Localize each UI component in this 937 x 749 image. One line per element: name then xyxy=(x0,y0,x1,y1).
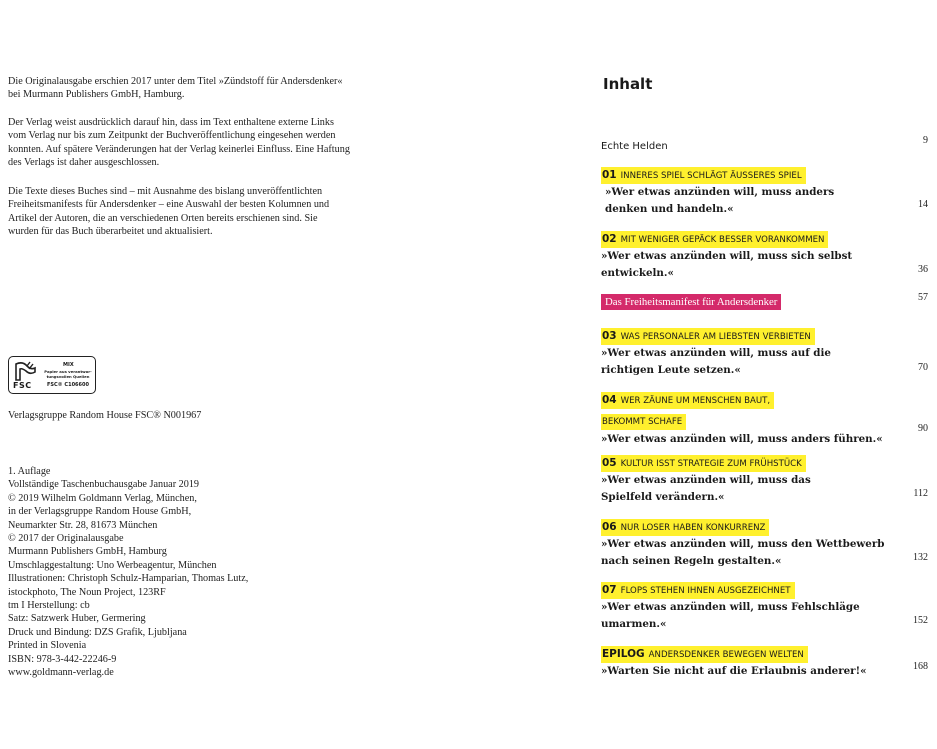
toc-page-number: 112 xyxy=(913,488,928,499)
quote-line: »Warten Sie nicht auf die Erlaubnis anderer!« xyxy=(601,665,867,677)
chapter-number: 02 xyxy=(602,233,617,245)
toc-page-number: 152 xyxy=(913,615,928,626)
quote-line: entwickeln.« xyxy=(601,267,674,279)
chapter-label xyxy=(601,455,806,472)
toc-entry-intro[interactable] xyxy=(601,134,928,153)
credit-line: istockphoto, The Noun Project, 123RF xyxy=(8,586,166,598)
chapter-title: KULTUR ISST STRATEGIE ZUM FRÜHSTÜCK xyxy=(620,459,802,469)
chapter-label-line-2 xyxy=(601,414,686,430)
chapter-title: MIT WENIGER GEPÄCK BESSER VORANKOMMEN xyxy=(620,235,825,245)
chapter-label xyxy=(601,519,769,536)
chapter-title: FLOPS STEHEN IHNEN AUSGEZEICHNET xyxy=(620,586,791,596)
quote-line: richtigen Leute setzen.« xyxy=(601,364,741,376)
fsc-tree-icon xyxy=(13,360,39,382)
chapter-number: EPILOG xyxy=(602,648,645,660)
fsc-license-line xyxy=(8,409,418,422)
chapter-number: 06 xyxy=(602,521,617,533)
quote-line: nach seinen Regeln gestalten.« xyxy=(601,555,782,567)
imprint-credits xyxy=(8,465,418,680)
text-line: Verlagsgruppe Random House FSC® N001967 xyxy=(8,410,202,421)
fsc-code: FSC® C106600 xyxy=(47,382,89,388)
chapter-quote xyxy=(601,431,928,448)
chapter-title-continued: BEKOMMT SCHAFE xyxy=(602,417,683,427)
fsc-logo xyxy=(8,356,96,394)
chapter-quote xyxy=(601,248,928,282)
chapter-quote xyxy=(601,599,928,633)
chapter-quote xyxy=(601,663,928,680)
credit-line: Printed in Slovenia xyxy=(8,640,87,652)
text-line: des Verlags ist daher ausgeschlossen. xyxy=(8,157,160,169)
chapter-label xyxy=(601,231,828,248)
text-line: Freiheitsmanifests für Andersdenker – eine Auswahl der besten Kolumnen und xyxy=(8,199,330,211)
chapter-number: 03 xyxy=(602,330,617,342)
toc-page-number: 9 xyxy=(923,135,928,146)
toc-heading: Inhalt xyxy=(603,75,653,93)
toc-entry-chapter-05[interactable] xyxy=(601,451,928,506)
text-line: Artikel der Autoren, die an verschiedenen Orten bereits erschienen sind. Sie xyxy=(8,212,318,224)
toc-page-number: 90 xyxy=(918,423,928,434)
credit-line: © 2017 der Originalausgabe xyxy=(8,533,124,545)
chapter-label xyxy=(601,328,815,345)
credit-line: Murmann Publishers GmbH, Hamburg xyxy=(8,546,167,558)
chapter-title: ANDERSDENKER BEWEGEN WELTEN xyxy=(648,650,804,660)
text-line: Der Verlag weist ausdrücklich darauf hin, dass im Text enthaltene externe Links xyxy=(8,117,334,128)
chapter-number: 04 xyxy=(602,394,617,406)
toc-page-number: 132 xyxy=(913,552,928,563)
chapter-number: 01 xyxy=(602,169,617,181)
text-line: bei Murmann Publishers GmbH, Hamburg. xyxy=(8,89,185,101)
credit-line: Vollständige Taschenbuchausgabe Januar 2019 xyxy=(8,479,200,491)
toc-entry-epilog[interactable] xyxy=(601,642,928,680)
toc-page-number: 70 xyxy=(918,362,928,373)
credit-line: ISBN: 978-3-442-22246-9 xyxy=(8,653,117,665)
text-line: Die Originalausgabe erschien 2017 unter dem Titel »Zündstoff für Andersdenker« xyxy=(8,76,343,87)
chapter-quote xyxy=(601,345,928,379)
chapter-title: NUR LOSER HABEN KONKURRENZ xyxy=(620,523,766,533)
text-line: wurden für das Buch überarbeitet und aktualisiert. xyxy=(8,226,213,238)
fsc-paper-text: Papier aus verantwor- tungsvollen Quellen xyxy=(44,369,92,379)
imprint-page xyxy=(0,0,460,749)
quote-line: »Wer etwas anzünden will, muss anders xyxy=(605,186,835,198)
quote-line: »Wer etwas anzünden will, muss Fehlschläge xyxy=(601,601,860,613)
toc-entry-chapter-01[interactable] xyxy=(601,163,928,218)
imprint-paragraph-texts xyxy=(8,185,418,239)
manifest-label: Das Freiheitsmanifest für Andersdenker xyxy=(601,294,781,310)
credit-line: Umschlaggestaltung: Uno Werbeagentur, München xyxy=(8,559,217,571)
chapter-label xyxy=(601,392,774,409)
chapter-quote xyxy=(601,536,928,570)
toc-page-number: 14 xyxy=(918,199,928,210)
quote-line: umarmen.« xyxy=(601,618,667,630)
quote-line: »Wer etwas anzünden will, muss das xyxy=(601,474,811,486)
credit-line: www.goldmann-verlag.de xyxy=(8,667,114,679)
chapter-number: 07 xyxy=(602,584,617,596)
toc-entry-chapter-02[interactable] xyxy=(601,227,928,282)
chapter-title: WAS PERSONALER AM LIEBSTEN VERBIETEN xyxy=(620,332,811,342)
toc-page-number: 57 xyxy=(918,292,928,303)
credit-line: Druck und Bindung: DZS Grafik, Ljubljana xyxy=(8,626,187,638)
credit-line: in der Verlagsgruppe Random House GmbH, xyxy=(8,506,192,518)
toc-entry-chapter-06[interactable] xyxy=(601,515,928,570)
toc-entry-chapter-04[interactable] xyxy=(601,388,928,448)
toc-entry-chapter-03[interactable] xyxy=(601,324,928,379)
chapter-title: WER ZÄUNE UM MENSCHEN BAUT, xyxy=(620,396,771,406)
toc-page-number: 36 xyxy=(918,264,928,275)
text-line: Die Texte dieses Buches sind – mit Ausnahme des bislang unveröffentlichten xyxy=(8,186,323,197)
chapter-label xyxy=(601,167,806,184)
chapter-label xyxy=(601,582,795,599)
chapter-quote xyxy=(601,472,928,506)
credit-line: tm I Herstellung: cb xyxy=(8,600,90,612)
toc-entry-title: Echte Helden xyxy=(601,141,668,152)
toc-entry-chapter-07[interactable] xyxy=(601,578,928,633)
contents-page xyxy=(470,0,937,749)
imprint-paragraph-links-disclaimer xyxy=(8,116,418,170)
chapter-quote xyxy=(601,184,928,218)
credit-line: Neumarkter Str. 28, 81673 München xyxy=(8,519,158,531)
imprint-paragraph-original-title xyxy=(8,75,418,102)
credit-line: © 2019 Wilhelm Goldmann Verlag, München, xyxy=(8,492,197,504)
toc-entry-manifest[interactable] xyxy=(601,290,928,310)
credit-line: Illustrationen: Christoph Schulz-Hamparian, Thomas Lutz, xyxy=(8,573,249,585)
credit-line: Satz: Satzwerk Huber, Germering xyxy=(8,613,146,625)
text-line: konnten. Auf spätere Veränderungen hat der Verlag keinerlei Einfluss. Eine Haftung xyxy=(8,143,350,155)
chapter-number: 05 xyxy=(602,457,617,469)
credit-line: 1. Auflage xyxy=(8,466,51,477)
toc-page-number: 168 xyxy=(913,661,928,672)
quote-line: »Wer etwas anzünden will, muss anders führen.« xyxy=(601,433,883,445)
chapter-title: INNERES SPIEL SCHLÄGT ÄUSSERES SPIEL xyxy=(620,171,802,181)
fsc-brand: FSC xyxy=(13,381,32,390)
text-line: vom Verlag nur bis zum Zeitpunkt der Buchveröffentlichung eingesehen werden xyxy=(8,130,336,142)
quote-line: »Wer etwas anzünden will, muss den Wettbewerb xyxy=(601,538,885,550)
fsc-mix: MIX xyxy=(63,362,74,368)
quote-line: denken und handeln.« xyxy=(605,203,734,215)
quote-line: Spielfeld verändern.« xyxy=(601,491,725,503)
chapter-label xyxy=(601,646,808,663)
quote-line: »Wer etwas anzünden will, muss auf die xyxy=(601,347,831,359)
quote-line: »Wer etwas anzünden will, muss sich selbst xyxy=(601,250,853,262)
